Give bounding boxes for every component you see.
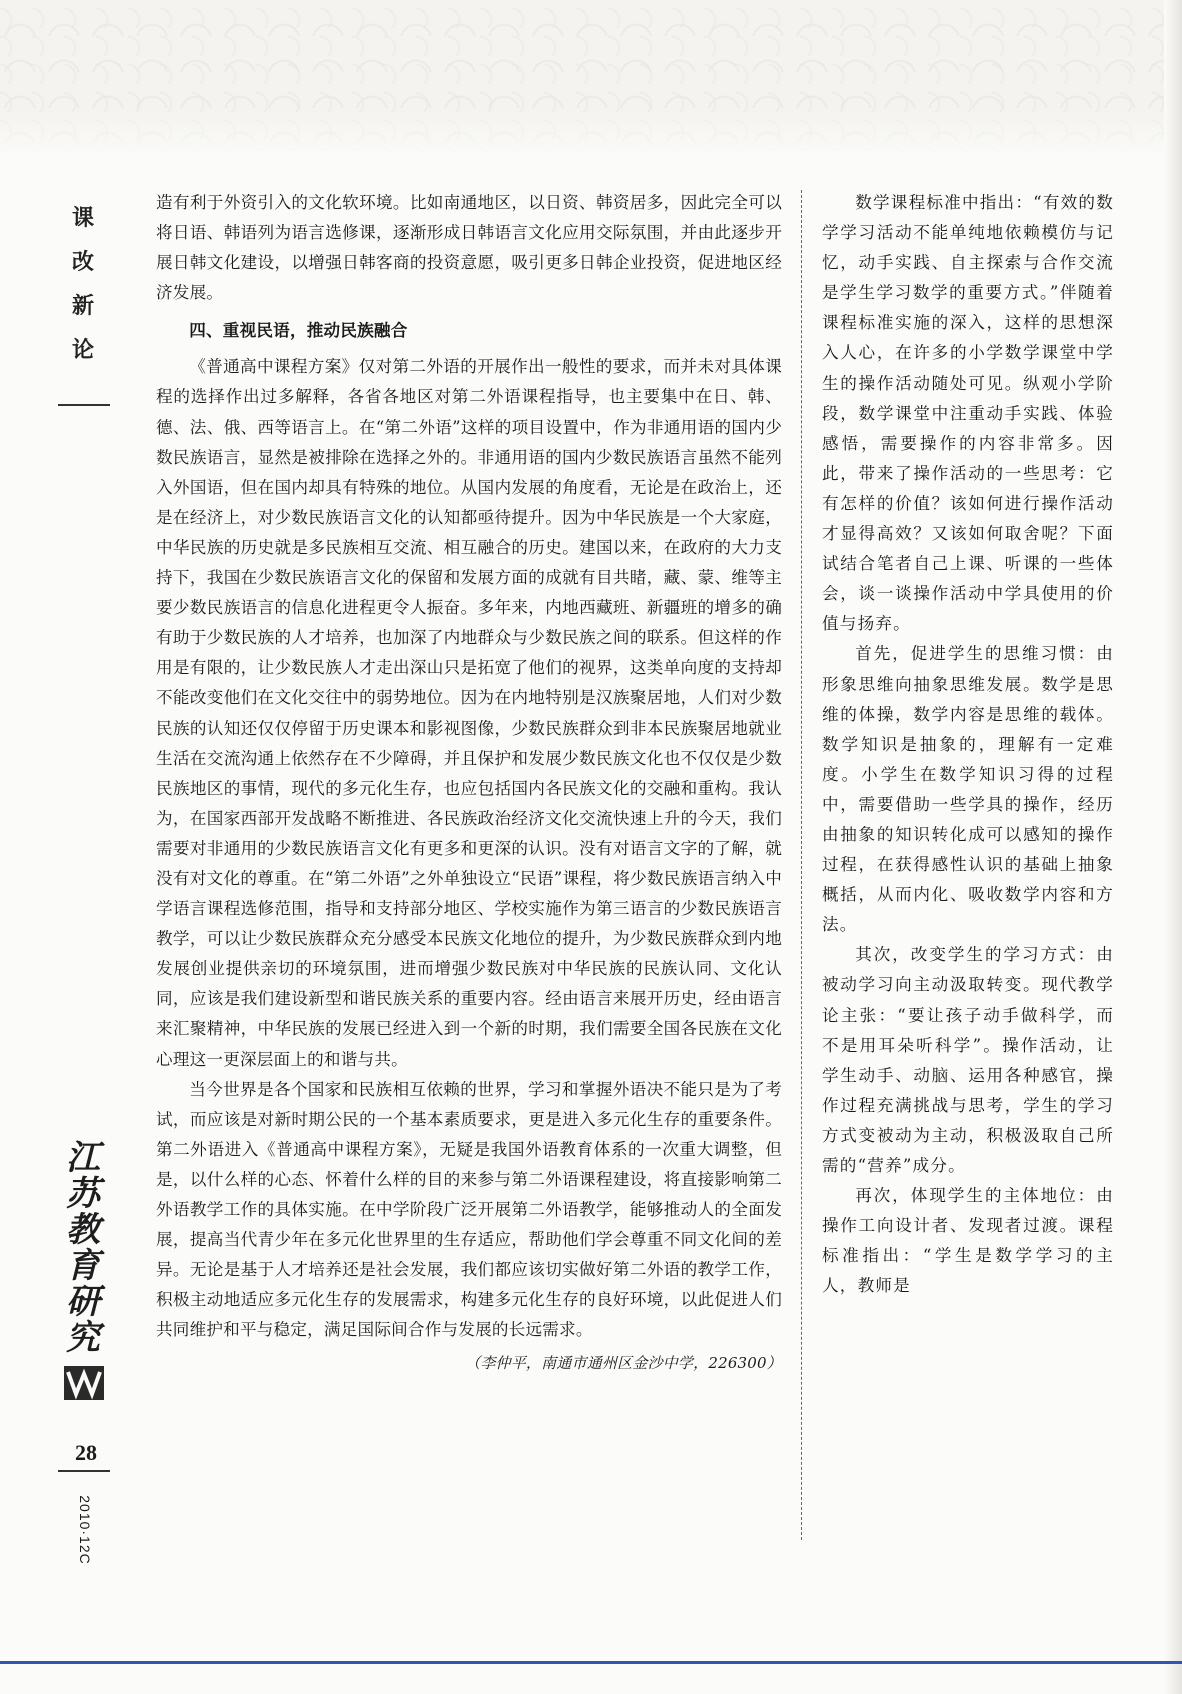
margin-rule: [58, 404, 110, 406]
header-fade: [0, 110, 1182, 160]
section-char: 改: [71, 249, 94, 275]
column-divider: [801, 190, 802, 1540]
page-edge-shadow: [1164, 0, 1182, 1694]
journal-logo-icon: [62, 1360, 106, 1402]
section-char: 课: [71, 205, 94, 231]
bottom-rule: [0, 1661, 1182, 1664]
right-column: [822, 188, 1114, 1301]
paragraph: 《普通高中课程方案》仅对第二外语的开展作出一般性的要求，而并未对具体课程的选择作出过多解释，各省各地区对第二外语课程指导，也主要集中在日、韩、德、法、俄、西等语言上。在“第二外语”这样的项目设置中，作为非通用语的国内少数民族语言，显然是被排除在选择之外的。非通用语的国内少数民族语言虽然不能列入外国语，但在国内却具有特殊的地位。从国内发展的角度看，无论是在政治上，还是在经济上，对少数民族语言文化的认知都亟待提升。因为中华民族是一个大家庭，中华民族的历史就是多民族相互交流、相互融合的历史。建国以来，在政府的大力支持下，我国在少数民族语言文化的保留和发展方面的成就有目共睹，藏、蒙、维等主要少数民族语言的信息化进程更令人振奋。多年来，内地西藏班、新疆班的增多的确有助于少数民族的人才培养，也加深了内地群众与少数民族之间的联系。但这样的作用是有限的，让少数民族人才走出深山只是拓宽了他们的视界，这类单向度的支持却不能改变他们在文化交往中的弱势地位。因为在内地特别是汉族聚居地，人们对少数民族的认知还仅仅停留于历史课本和影视图像，少数民族群众到非本民族聚居地就业生活在交流沟通上依然存在不少障碍，并且保护和发展少数民族文化也不仅仅是少数民族地区的事情，现代的多元化生存，也应包括国内各民族文化的交融和重构。我认为，在国家西部开发战略不断推进、各民族政治经济文化交流快速上升的今天，我们需要对非通用的少数民族语言文化有更多和更深的认识。没有对语言文字的了解，就没有对文化的尊重。在“第二外语”之外单独设立“民语”课程，将少数民族语言纳入中学语言课程选修范围，指导和支持部分地区、学校实施作为第三语言的少数民族语言教学，可以让少数民族群众充分感受本民族文化地位的提升，为少数民族群众到内地发展创业提供亲切的环境氛围，进而增强少数民族对中华民族的民族认同、文化认同，应该是我们建设新型和谐民族关系的重要内容。经由语言来展开历史，经由语言来汇聚精神，中华民族的发展已经进入到一个新的时期，我们需要全国各民族在文化心理这一更深层面上的和谐与共。: [156, 357, 782, 1069]
paragraph: 其次，改变学生的学习方式：由被动学习向主动汲取转变。现代教学论主张：“要让孩子动手做科学，而不是用耳朵听科学”。操作活动，让学生动手、动脑、运用各种感官，操作过程充满挑战与思考，学生的学习方式变被动为主动，积极汲取自己所需的“营养”成分。: [822, 945, 1114, 1175]
margin-rule: [58, 1470, 110, 1472]
section-label: [60, 196, 106, 372]
journal-char: 育: [66, 1246, 100, 1286]
issue-text: 2010·12C: [77, 1495, 93, 1565]
paragraph: 首先，促进学生的思维习惯：由形象思维向抽象思维发展。数学是思维的体操，数学内容是思维的载体。数学知识是抽象的，理解有一定难度。小学生在数学知识习得的过程中，需要借助一些学具的操作，经历由抽象的知识转化成可以感知的操作过程，在获得感性认识的基础上抽象概括，从而内化、吸收数学内容和方法。: [822, 644, 1114, 935]
left-column: [156, 188, 782, 1379]
page-number: 28: [75, 1440, 97, 1465]
paragraph: 当今世界是各个国家和民族相互依赖的世界，学习和掌握外语决不能只是为了考试，而应该是对新时期公民的一个基本素质要求，更是进入多元化生存的重要条件。第二外语进入《普通高中课程方案》，无疑是我国外语教育体系的一次重大调整，但是，以什么样的心态、怀着什么样的目的来参与第二外语课程建设，将直接影响第二外语教学工作的具体实施。在中学阶段广泛开展第二外语教学，能够推动人的全面发展，提高当代青少年在多元化世界里的生存适应，帮助他们学会尊重不同文化间的差异。无论是基于人才培养还是社会发展，我们都应该切实做好第二外语的教学工作，积极主动地适应多元化生存的发展需求，构建多元化生存的良好环境，以此促进人们共同维护和平与稳定，满足国际间合作与发展的长远需求。: [156, 1079, 782, 1340]
journal-char: 江: [66, 1138, 100, 1178]
paragraph: 造有利于外资引入的文化软环境。比如南通地区，以日资、韩资居多，因此完全可以将日语、韩语列为语言选修课，逐渐形成日韩语言文化应用交际氛围，并由此逐步开展日韩文化建设，以增强日韩客商的投资意愿，吸引更多日韩企业投资，促进地区经济发展。: [156, 193, 782, 303]
section-char: 论: [71, 337, 94, 363]
author-line: （李仲平，南通市通州区金沙中学，226300）: [465, 1354, 782, 1373]
journal-char: 究: [66, 1318, 100, 1358]
paragraph: 再次，体现学生的主体地位：由操作工向设计者、发现者过渡。课程标准指出：“学生是数学学习的主人，教师是: [822, 1186, 1114, 1296]
issue-label: [70, 1490, 100, 1570]
paragraph: 数学课程标准中指出：“有效的数学学习活动不能单纯地依赖模仿与记忆，动手实践、自主探索与合作交流是学生学习数学的重要方式。”伴随着课程标准实施的深入，这样的思想深入人心，在许多的小学数学课堂中学生的操作活动随处可见。纵观小学阶段，数学课堂中注重动手实践、体验感悟，需要操作的内容非常多。因此，带来了操作活动的一些思考：它有怎样的价值？该如何进行操作活动才显得高效？又该如何取舍呢？下面试结合笔者自己上课、听课的一些体会，谈一谈操作活动中学具使用的价值与扬弃。: [822, 193, 1114, 634]
section-char: 新: [71, 293, 94, 319]
journal-char: 教: [66, 1210, 100, 1250]
journal-title: [62, 1140, 104, 1356]
section-heading: 四、重视民语，推动民族融合: [189, 321, 408, 341]
journal-char: 研: [66, 1282, 100, 1322]
journal-char: 苏: [66, 1174, 100, 1214]
